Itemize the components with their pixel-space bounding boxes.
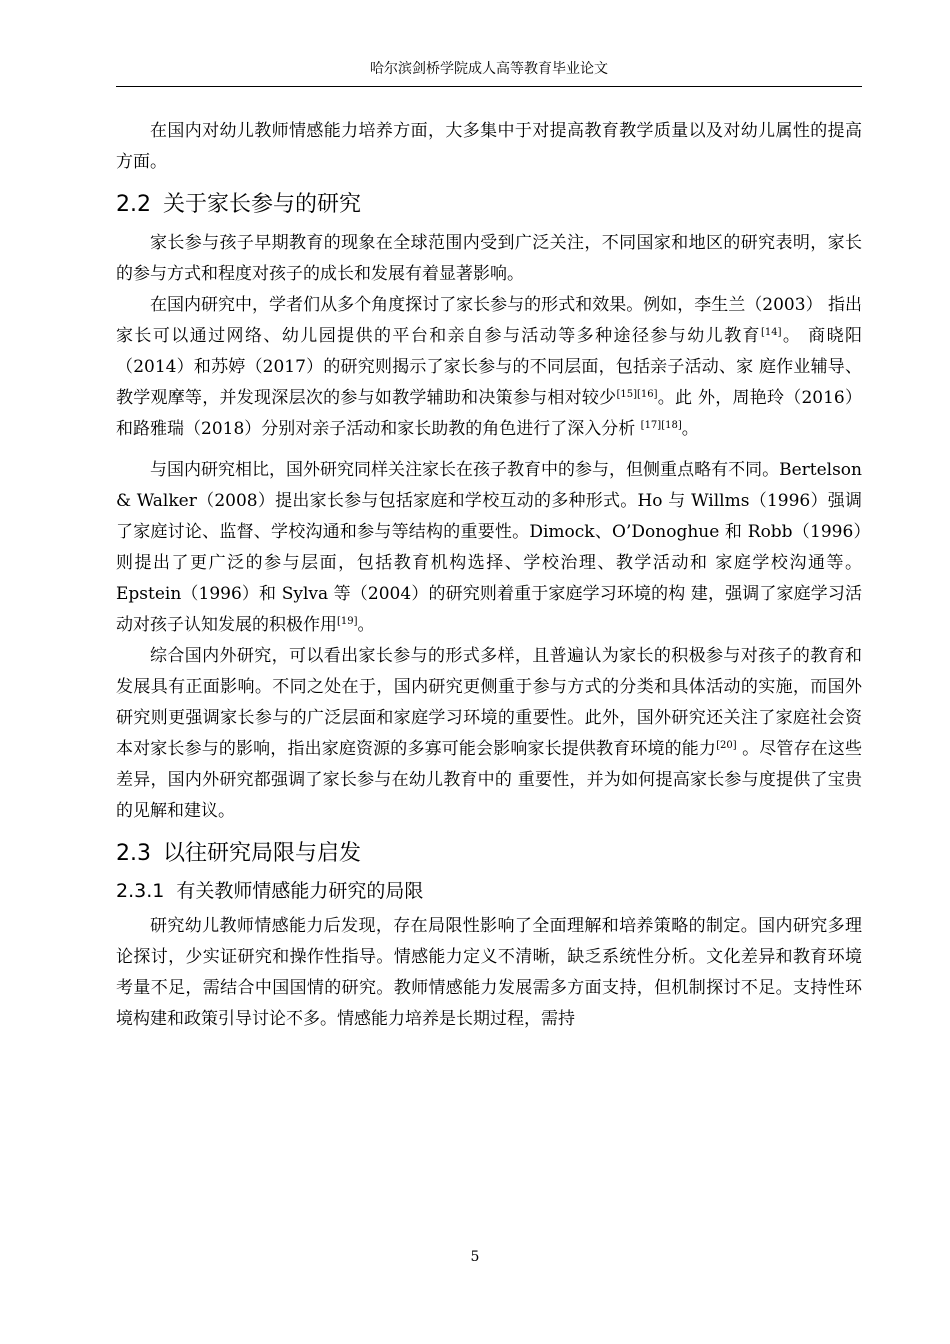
paragraph-domestic-research [116,290,862,445]
page-number: 5 [470,1249,480,1265]
text-run: 。 [681,419,699,439]
paragraph-parent-participation-overview: 家长参与孩子早期教育的现象在全球范围内受到广泛关注，不同国家和地区的研究表明，家长的参与方式和程度对孩子的成长和发展有着显著影响。 [116,233,862,284]
citation-ref: [14] [760,327,782,338]
section-heading-2-3 [116,839,862,869]
citation-ref: [20] [716,740,737,751]
section-heading-2-2 [116,190,862,220]
paragraph-synthesis [116,641,862,827]
paragraph-foreign-research [116,455,862,641]
text-run: 。尽管存在这些差异，国内外研究都强调了家长参与在幼儿教育中的 重要性，并为如何提高家长参与度提供了宝贵的见解和建议。 [116,739,863,821]
page-header: 哈尔滨剑桥学院成人高等教育毕业论文 [370,61,608,77]
text-run: 。 [357,615,375,635]
text-run: 。此 外，周艳玲（2016）和路雅瑞（2018）分别对亲子活动和家长助教的角色进行了深入分析 [116,388,863,439]
header-rule [116,86,862,87]
section-heading-2-3-1 [116,877,862,905]
section-title: 关于家长参与的研究 [163,192,362,217]
paragraph-limitations: 研究幼儿教师情感能力后发现，存在局限性影响了全面理解和培养策略的制定。国内研究多理论探讨，少实证研究和操作性指导。情感能力定义不清晰，缺乏系统性分析。文化差异和教育环境考量不足，需结合中国国情的研究。教师情感能力发展需多方面支持，但机制探讨不足。支持性环境构建和政策引导讨论不多。情感能力培养是长期过程，需持 [116,916,862,1029]
section-number: 2.3 [116,841,151,866]
text-run: 综合国内外研究，可以看出家长参与的形式多样，且普遍认为家长的积极参与对孩子的教育和发展具有正面影响。不同之处在于，国内研究更侧重于参与方式的分类和具体活动的实施，而国外研究则更强调家长参与的广泛层面和家庭学习环境的重要性。此外，国外研究还关注了家庭社会资本对家长参与的影响，指出家庭资源的多寡可能会影响家长提供教育环境的能力 [116,646,862,759]
section-number: 2.2 [116,192,151,217]
page-body [116,116,862,1035]
citation-ref: [17][18] [640,420,682,431]
paragraph-intro: 在国内对幼儿教师情感能力培养方面，大多集中于对提高教育教学质量以及对幼儿属性的提高方面。 [116,121,862,172]
citation-ref: [15][16] [616,389,658,400]
section-title: 有关教师情感能力研究的局限 [176,880,424,902]
section-number: 2.3.1 [116,880,165,902]
text-run: 与国内研究相比，国外研究同样关注家长在孩子教育中的参与，但侧重点略有不同。Bertelson & Walker（2008）提出家长参与包括家庭和学校互动的多种形式。Ho 与 Willms（1996）强调了家庭讨论、监督、学校沟通和参与等结构的重要性。Dimock、O’Donoghue 和 Robb（1996）则提出了更广泛的参与层面，包括教育机构选择、学校治理、教学活动和 家庭学校沟通等。Epstein（1996）和 Sylva 等（2004）的研究则着重于家庭学习环境的构 建，强调了家庭学习活动对孩子认知发展的积极作用 [116,460,862,635]
text-run: 。 商晓阳（2014）和苏婷（2017）的研究则揭示了家长参与的不同层面，包括亲子活动、家 庭作业辅导、教学观摩等，并发现深层次的参与如教学辅助和决策参与相对较少 [116,326,863,408]
citation-ref: [19] [337,616,358,627]
section-title: 以往研究局限与启发 [163,841,362,866]
text-run: 在国内研究中，学者们从多个角度探讨了家长参与的形式和效果。例如，李生兰（2003） 指出家长可以通过网络、幼儿园提供的平台和亲自参与活动等多种途径参与幼儿教育 [116,295,862,346]
